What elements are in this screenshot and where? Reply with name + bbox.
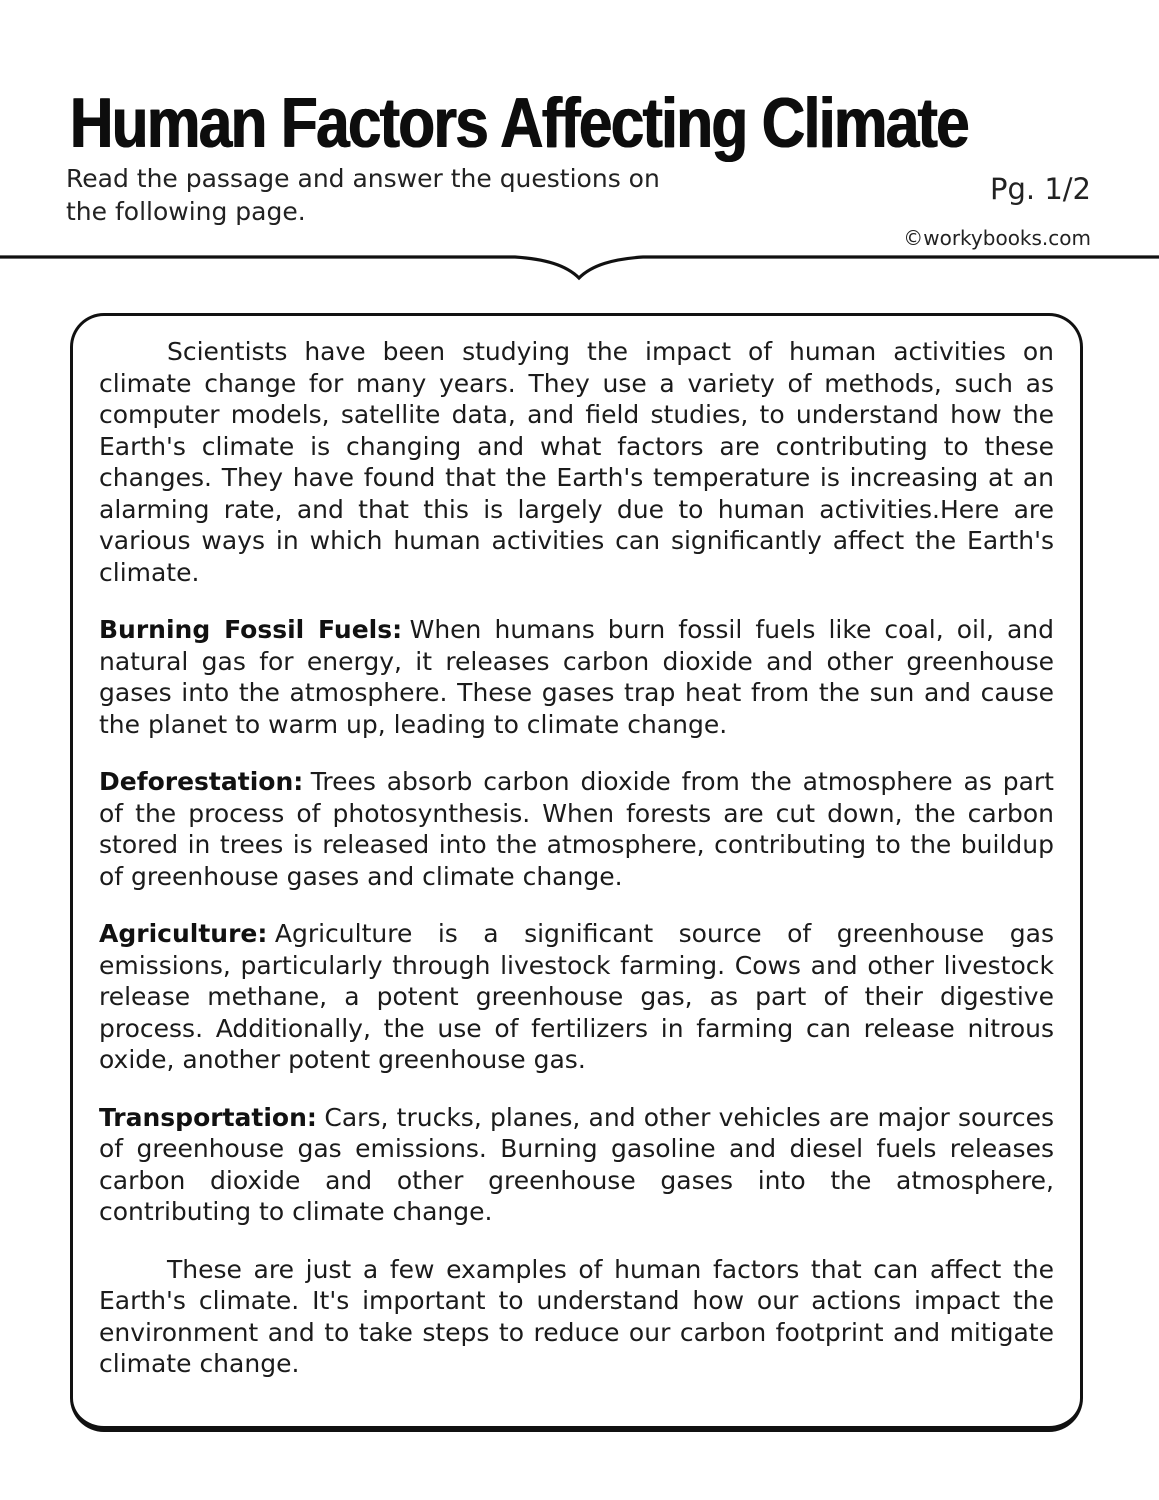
passage-section-burning-fossil-fuels [99,614,1054,740]
section-label: Deforestation: [99,767,304,796]
section-label: Transportation: [99,1102,317,1132]
passage-box [70,313,1083,1432]
section-text: Agriculture is a significant source of greenhouse gas emissions, particularly through livestock farming. Cows and other livestock release methane, a potent greenhouse gas, as part of their digestive process. Additionally, the use of fertilizers in farming can release nitrous oxide, another potent greenhouse gas. [99,919,1054,1074]
passage-closing: These are just a few examples of human factors that can affect the Earth's climate. It's important to understand how our actions impact the environment and to take steps to reduce our carbon footprint and mitigate climate change. [99,1254,1054,1378]
section-text: Cars, trucks, planes, and other vehicles are major sources of greenhouse gas emissions. Burning gasoline and diesel fuels releases carbon dioxide and other greenhouse gases into the atmosphere, contributing to climate change. [99,1102,1054,1226]
section-label: Agriculture: [99,919,268,948]
divider-chevron [0,246,1159,290]
section-text: When humans burn fossil fuels like coal, oil, and natural gas for energy, it releases carbon dioxide and other greenhouse gases into the atmosphere. These gases trap heat from the sun and cause the planet to warm up, leading to climate change. [99,615,1055,739]
passage-intro: Scientists have been studying the impact of human activities on climate change for many years. They use a variety of methods, such as computer models, satellite data, and field studies, to understand how the Earth's climate is changing and what factors are contributing to these changes. They have found that the Earth's temperature is increasing at an alarming rate, and that this is largely due to human activities.Here are various ways in which human activities can significantly affect the Earth's climate. [99,337,1054,587]
section-text: Trees absorb carbon dioxide from the atmosphere as part of the process of photosynthesis. When forests are cut down, the carbon stored in trees is released into the atmosphere, contributing to the buildup of greenhouse gases and climate change. [99,767,1054,891]
section-label: Burning Fossil Fuels: [99,615,403,644]
page-number: Pg. 1/2 [989,172,1091,206]
passage-section-agriculture [99,918,1054,1076]
copyright-text: ©workybooks.com [903,226,1091,250]
passage-section-transportation [99,1102,1054,1228]
instructions-text: Read the passage and answer the questions on the following page. [66,164,660,226]
page-title: Human Factors Affecting Climate [70,83,969,163]
passage-section-deforestation [99,766,1054,892]
